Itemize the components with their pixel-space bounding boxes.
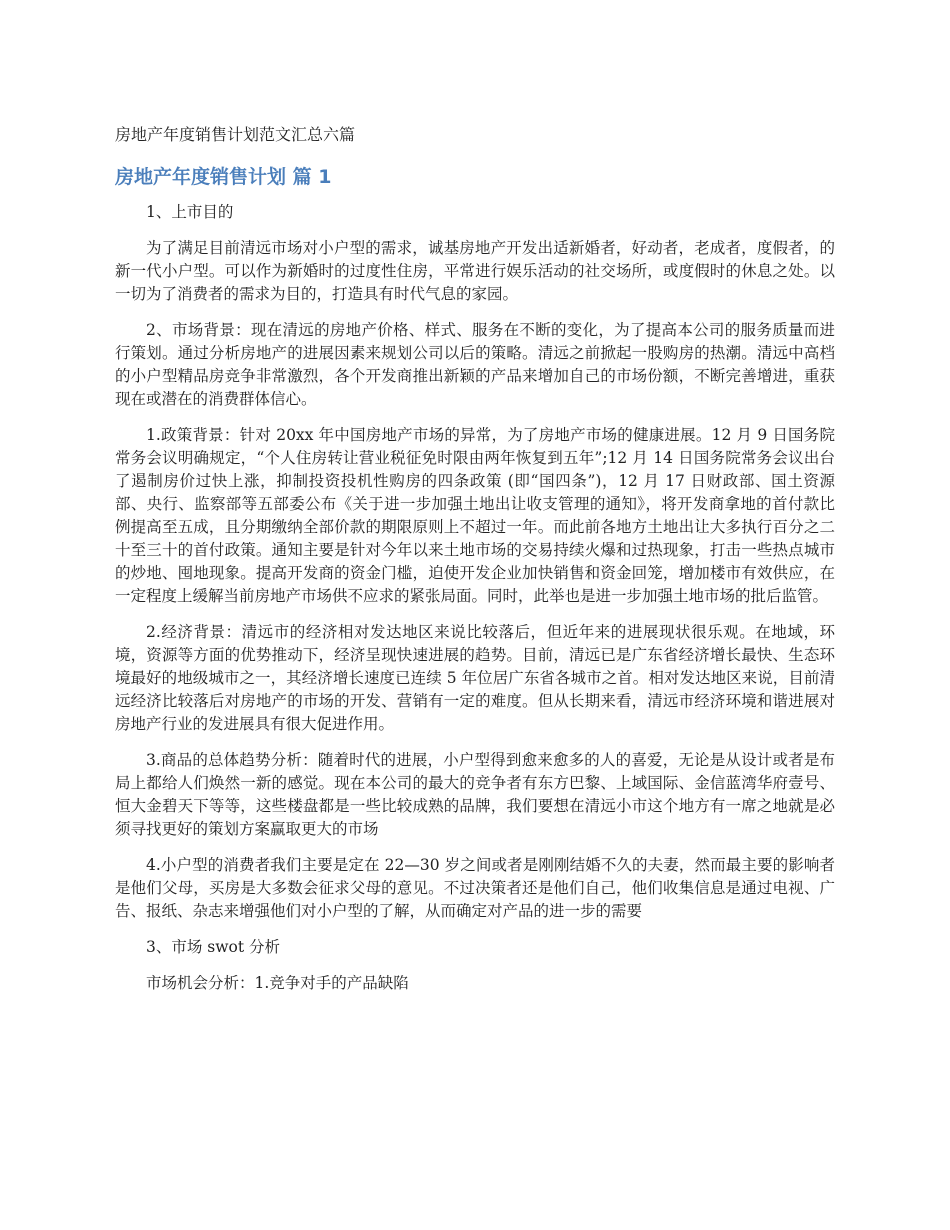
paragraph-purpose: 为了满足目前清远市场对小户型的需求，诚基房地产开发出适新婚者，好动者，老成者，度假者，的新一代小户型。可以作为新婚时的过度性住房，平常进行娱乐活动的社交场所，或度假时的休息之处。以一切为了消费者的需求为目的，打造具有时代气息的家园。 xyxy=(115,239,835,303)
paragraph-policy-background: 1.政策背景：针对 20xx 年中国房地产市场的异常，为了房地产市场的健康进展。12 月 9 日国务院常务会议明确规定，“个人住房转让营业税征免时限由两年恢复到五年”;12 月 14 日国务院常务会议出台了遏制房价过快上涨，抑制投资投机性购房的四条政策 (即“国四条”)，12 月 17 日财政部、国土资源部、央行、监察部等五部委公布《关于进一步加强土地出让收支管理的通知》，将开发商拿地的首付款比例提高至五成，且分期缴纳全部价款的期限原则上不超过一年。而此前各地方土地出让大多执行百分之二十至三十的首付政策。通知主要是针对今年以来土地市场的交易持续火爆和过热现象，打击一些热点城市的炒地、囤地现象。提高开发商的资金门槛，迫使开发企业加快销售和资金回笼，增加楼市有效供应，在一定程度上缓解当前房地产市场供不应求的紧张局面。同时，此举也是进一步加强土地市场的批后监管。 xyxy=(115,426,835,605)
paragraph-market-background: 2、市场背景：现在清远的房地产价格、样式、服务在不断的变化，为了提高本公司的服务质量而进行策划。通过分析房地产的进展因素来规划公司以后的策略。清远之前掀起一股购房的热潮。清远中高档的小户型精品房竞争非常激烈，各个开发商推出新颖的产品来增加自己的市场份额，不断完善增进，重获现在或潜在的消费群体信心。 xyxy=(115,321,835,408)
paragraph-subheading-swot: 3、市场 swot 分析 xyxy=(146,938,280,956)
paragraph-economic-background: 2.经济背景：清远市的经济相对发达地区来说比较落后，但近年来的进展现状很乐观。在地域，环境，资源等方面的优势推动下，经济呈现快速进展的趋势。目前，清远已是广东省经济增长最快、生态环境最好的地级城市之一，其经济增长速度已连续 5 年位居广东省各城市之首。相对发达地区来说，目前清远经济比较落后对房地产的市场的开发、营销有一定的难度。但从长期来看，清远市经济环境和谐进展对房地产行业的发进展具有很大促进作用。 xyxy=(115,623,835,733)
paragraph-subheading-listing-purpose: 1、上市目的 xyxy=(146,203,234,221)
paragraph-product-trend: 3.商品的总体趋势分析：随着时代的进展，小户型得到愈来愈多的人的喜爱，无论是从设计或者是布局上都给人们焕然一新的感觉。现在本公司的最大的竞争者有东方巴黎、上域国际、金信蓝湾华府壹号、恒大金碧天下等等，这些楼盘都是一些比较成熟的品牌，我们要想在清远小市这个地方有一席之地就是必须寻找更好的策划方案赢取更大的市场 xyxy=(115,751,835,838)
paragraph-opportunity-analysis: 市场机会分析：1.竞争对手的产品缺陷 xyxy=(146,974,409,992)
document-body xyxy=(115,201,835,1008)
section-heading: 房地产年度销售计划 篇 1 xyxy=(115,166,332,188)
paragraph-consumers: 4.小户型的消费者我们主要是定在 22—30 岁之间或者是刚刚结婚不久的夫妻，然而最主要的影响者是他们父母，买房是大多数会征求父母的意见。不过决策者还是他们自己，他们收集信息是通过电视、广告、报纸、杂志来增强他们对小户型的了解，从而确定对产品的进一步的需要 xyxy=(115,856,835,920)
document-title: 房地产年度销售计划范文汇总六篇 xyxy=(115,125,356,144)
